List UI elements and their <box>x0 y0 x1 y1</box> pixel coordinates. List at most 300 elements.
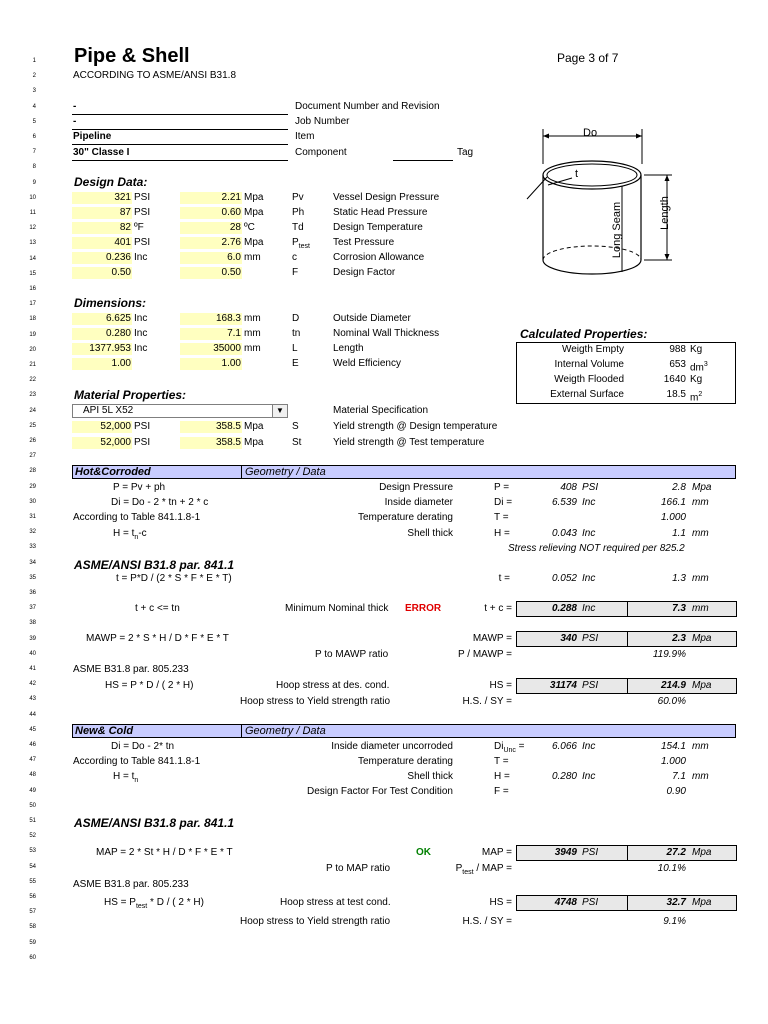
design-unit-2: Mpa <box>244 207 264 218</box>
hsy-value: 60.0% <box>657 696 686 707</box>
dim-symbol <box>292 343 298 355</box>
dim-unit-2: mm <box>244 343 261 354</box>
doc-number-value: - <box>73 101 77 112</box>
hot-corroded-bar <box>72 465 736 479</box>
check-formula: t + c <= tn <box>135 603 180 614</box>
cold-formula <box>73 756 200 768</box>
hot-formula-text: P = Pv + ph <box>113 482 166 493</box>
item-label: Item <box>295 131 315 142</box>
hot-symbol-text: T = <box>494 512 509 523</box>
design-symbol <box>292 237 310 253</box>
dim-unit-1: Inc <box>134 328 148 339</box>
design-unit-2: Mpa <box>244 237 264 248</box>
design-value-1: 0.50 <box>111 267 131 278</box>
cold-hs-unit-mpa: Mpa <box>692 897 712 908</box>
row-number: 36 <box>29 590 36 596</box>
hot-formula-text: Di = Do - 2 * tn + 2 * c <box>111 497 209 508</box>
design-symbol-text: c <box>292 252 297 263</box>
chevron-down-icon[interactable]: ▼ <box>272 405 287 417</box>
row-number: 32 <box>29 529 36 536</box>
row-number: 40 <box>29 650 36 657</box>
design-unit-2: mm <box>244 252 261 263</box>
row-number: 51 <box>29 818 36 824</box>
check-label: Minimum Nominal thick <box>285 603 389 614</box>
hot-unit-1: PSI <box>582 482 599 493</box>
stress-relieving-note: Stress relieving NOT required per 825.2 <box>508 543 685 554</box>
cold-unit-1: Inc <box>582 771 596 782</box>
hot-symbol-text: H = <box>494 528 510 539</box>
cold-hs-formula-sub: test <box>135 903 148 910</box>
dim-description: Outside Diameter <box>333 313 411 324</box>
check-symbol: t + c = <box>484 603 512 614</box>
design-description: Static Head Pressure <box>333 207 428 218</box>
cold-value-2: 0.90 <box>666 786 686 797</box>
design-symbol <box>292 192 304 204</box>
dim-symbol-text: D <box>292 313 300 324</box>
t-unit-in: Inc <box>582 573 596 584</box>
material-symbol-text: S <box>292 421 299 432</box>
job-number-label: Job Number <box>295 116 350 127</box>
hot-asme-title: ASME/ANSI B31.8 par. 841.1 <box>74 558 235 572</box>
material-value-2: 358.5 <box>215 437 241 448</box>
map-ratio-value: 10.1% <box>657 863 686 874</box>
cold-formula-text: Di = Do - 2* tn <box>111 741 175 752</box>
cold-symbol-sub: Unc <box>503 747 516 754</box>
design-unit-1: PSI <box>134 192 151 203</box>
cold-value-2: 1.000 <box>660 756 686 767</box>
cold-value-2: 154.1 <box>660 741 686 752</box>
dim-description: Length <box>333 343 364 354</box>
row-number: 34 <box>29 559 36 566</box>
hot-value-2: 1.000 <box>660 512 686 523</box>
check-status: ERROR <box>405 603 442 614</box>
material-select-value: API 5L X52 <box>83 405 134 416</box>
row-number: 26 <box>29 438 36 444</box>
design-symbol-text: Td <box>292 222 304 233</box>
row-number: 55 <box>29 878 36 885</box>
hot-symbol-text: Di = <box>494 497 513 508</box>
dim-value-2: 168.3 <box>215 313 241 324</box>
calc-unit-sup: 2 <box>698 391 703 398</box>
hot-symbol <box>494 512 509 524</box>
check-unit-mm: mm <box>692 603 709 614</box>
row-number: 18 <box>29 316 36 323</box>
dim-unit-1: Inc <box>134 343 148 354</box>
hot-value-2: 1.1 <box>672 528 686 539</box>
divider <box>72 129 288 130</box>
map-formula: MAP = 2 * St * H / D * F * E * T <box>96 847 233 858</box>
design-value-2: 2.76 <box>221 237 241 248</box>
hot-unit-1: Inc <box>582 497 596 508</box>
hot-value-2: 166.1 <box>660 497 686 508</box>
dim-unit-2: mm <box>244 313 261 324</box>
design-unit-1: Inc <box>134 252 148 263</box>
t-symbol: t = <box>498 573 510 584</box>
new-cold-bar <box>72 724 736 738</box>
calc-label: External Surface <box>550 389 624 400</box>
cold-formula-sub: n <box>134 777 139 784</box>
design-unit-2: ºC <box>244 222 255 233</box>
mawp-ratio-label: P to MAWP ratio <box>315 649 389 660</box>
row-number: 20 <box>29 346 36 353</box>
divider <box>241 725 242 737</box>
map-symbol: MAP = <box>481 847 512 858</box>
calc-unit <box>690 344 702 356</box>
design-value-1: 87 <box>119 207 131 218</box>
row-number: 54 <box>29 863 36 870</box>
hot-value-1: 6.539 <box>551 497 577 508</box>
check-value-mm: 7.3 <box>672 603 686 614</box>
row-number: 56 <box>29 894 36 900</box>
cold-unit-2: mm <box>692 771 709 782</box>
dim-symbol <box>292 313 299 325</box>
cold-hs-formula <box>104 897 204 913</box>
map-status: OK <box>416 847 431 858</box>
hs-value-mpa: 214.9 <box>660 680 686 691</box>
subtitle: ACCORDING TO ASME/ANSI B31.8 <box>73 70 237 81</box>
material-description: Yield strength @ Test temperature <box>333 437 485 448</box>
design-value-1: 401 <box>114 237 131 248</box>
row-number: 24 <box>29 407 36 414</box>
hsy-symbol: H.S. / SY = <box>462 696 512 707</box>
cold-symbol-tail: = <box>515 741 525 752</box>
cold-formula-text: H = t <box>113 771 135 782</box>
design-unit-1: PSI <box>134 207 151 218</box>
row-number: 8 <box>32 164 36 171</box>
cold-hs-label: Hoop stress at test cond. <box>280 897 391 908</box>
row-number: 60 <box>29 954 36 961</box>
hot-formula <box>113 528 147 544</box>
row-number: 10 <box>29 194 36 201</box>
material-unit-1: PSI <box>134 421 151 432</box>
row-number: 27 <box>29 453 36 460</box>
hot-symbol-text: P = <box>494 482 510 493</box>
calc-unit <box>690 374 702 386</box>
material-value-1: 52,000 <box>100 421 131 432</box>
hot-label: Temperature derating <box>357 512 453 523</box>
hot-corroded-title: Hot&Corroded <box>75 466 151 478</box>
calc-value: 653 <box>669 359 686 370</box>
hsy-label: Hoop stress to Yield strength ratio <box>240 696 391 707</box>
cold-hsy-symbol: H.S. / SY = <box>462 916 512 927</box>
row-number: 2 <box>32 73 36 80</box>
row-number: 47 <box>29 757 36 764</box>
page-number: Page 3 of 7 <box>557 51 619 65</box>
calc-unit <box>690 359 708 374</box>
row-number: 12 <box>29 225 36 232</box>
check-unit-in: Inc <box>582 603 596 614</box>
cold-value-1: 0.280 <box>551 771 577 782</box>
cold-label: Design Factor For Test Condition <box>307 786 453 797</box>
calc-label: Weigth Empty <box>561 344 624 355</box>
material-unit-1: PSI <box>134 437 151 448</box>
calc-value: 1640 <box>663 374 686 385</box>
design-value-2: 2.21 <box>221 192 241 203</box>
design-value-2: 6.0 <box>227 252 241 263</box>
design-symbol-text: Ph <box>292 207 305 218</box>
cold-formula <box>111 741 174 753</box>
row-number: 45 <box>29 726 36 733</box>
design-symbol <box>292 267 298 279</box>
dim-value-1: 1377.953 <box>89 343 131 354</box>
row-number: 9 <box>32 179 36 186</box>
cold-formula-text: According to Table 841.1.8-1 <box>73 756 201 767</box>
cold-unit-1: Inc <box>582 741 596 752</box>
row-number: 42 <box>29 681 36 688</box>
dim-description: Nominal Wall Thickness <box>333 328 440 339</box>
material-value-2: 358.5 <box>215 421 241 432</box>
row-number: 48 <box>29 772 36 779</box>
check-value-in: 0.288 <box>551 603 577 614</box>
hot-label: Design Pressure <box>379 482 453 493</box>
new-cold-title: New& Cold <box>75 725 134 737</box>
dim-unit-2: mm <box>244 328 261 339</box>
hot-geometry-label: Geometry / Data <box>245 466 326 478</box>
diagram-do-label: Do <box>583 127 598 139</box>
hs-unit-mpa: Mpa <box>692 680 712 691</box>
map-ratio-sym-sub: test <box>462 869 474 876</box>
row-number: 35 <box>29 574 36 581</box>
page-title: Pipe & Shell <box>74 45 190 67</box>
design-data-title: Design Data: <box>74 175 148 189</box>
cold-hsy-label: Hoop stress to Yield strength ratio <box>240 916 391 927</box>
mawp-value-psi: 340 <box>560 633 577 644</box>
dim-symbol <box>292 328 300 340</box>
design-symbol-text: Pv <box>292 192 304 203</box>
row-number: 46 <box>29 742 36 748</box>
row-number: 53 <box>29 848 36 855</box>
row-number: 19 <box>29 331 36 338</box>
dim-value-1: 0.280 <box>105 328 131 339</box>
dim-symbol-text: tn <box>292 328 301 339</box>
material-unit-2: Mpa <box>244 437 264 448</box>
design-symbol-sub: test <box>298 243 310 250</box>
design-value-1: 82 <box>119 222 131 233</box>
dimensions-title: Dimensions: <box>74 296 147 310</box>
row-number: 14 <box>29 255 36 262</box>
t-value-in: 0.052 <box>551 573 577 584</box>
row-number: 6 <box>32 134 36 140</box>
t-formula: t = P*D / (2 * S * F * E * T) <box>116 573 232 584</box>
component-value: 30" Classe I <box>73 147 130 158</box>
hot-formula-tail: -c <box>138 528 147 539</box>
calculated-title: Calculated Properties: <box>520 327 648 341</box>
design-description: Design Factor <box>333 267 396 278</box>
cold-hs-formula-b: * D / ( 2 * H) <box>147 897 204 908</box>
row-number: 21 <box>29 362 36 368</box>
mawp-ratio-symbol: P / MAWP = <box>458 649 512 660</box>
map-ratio-label: P to MAP ratio <box>326 863 391 874</box>
calc-unit-sup: 3 <box>703 361 708 368</box>
cold-unit-2: mm <box>692 741 709 752</box>
design-symbol-text: P <box>292 237 299 248</box>
row-number: 39 <box>29 635 36 642</box>
design-unit-1: PSI <box>134 237 151 248</box>
cold-symbol-text: H = <box>494 771 510 782</box>
material-select[interactable] <box>72 404 288 418</box>
calc-unit-text: Kg <box>690 344 703 355</box>
hot-value-1: 0.043 <box>551 528 577 539</box>
dim-value-2: 35000 <box>213 343 241 354</box>
calc-unit-text: dm <box>690 362 704 374</box>
mawp-symbol: MAWP = <box>472 633 512 644</box>
calc-unit <box>690 389 702 404</box>
row-number: 3 <box>32 88 36 95</box>
row-number: 33 <box>29 544 36 551</box>
row-number: 13 <box>29 240 36 247</box>
design-symbol-text: F <box>292 267 299 278</box>
mawp-value-mpa: 2.3 <box>672 633 686 644</box>
design-symbol <box>292 252 297 264</box>
material-value-1: 52,000 <box>100 437 131 448</box>
cold-value-1: 6.066 <box>551 741 577 752</box>
doc-number-label: Document Number and Revision <box>295 101 440 112</box>
row-number: 41 <box>29 666 36 672</box>
row-number: 22 <box>29 377 36 384</box>
row-number: 7 <box>32 149 36 156</box>
hot-unit-2: mm <box>692 497 709 508</box>
dim-symbol-text: E <box>292 358 299 369</box>
cold-symbol <box>494 786 509 798</box>
material-symbol <box>292 421 299 433</box>
row-number: 28 <box>29 468 36 475</box>
map-ratio-symbol <box>430 863 512 879</box>
row-number: 15 <box>29 270 36 277</box>
cold-hs-unit-psi: PSI <box>582 897 599 908</box>
hs-value-psi: 31174 <box>549 680 577 691</box>
row-number: 16 <box>29 286 36 292</box>
cold-hs-value-psi: 4748 <box>554 897 577 908</box>
hot-unit-1: Inc <box>582 528 596 539</box>
hot-formula <box>73 512 200 524</box>
hot-formula <box>113 482 165 494</box>
row-number: 50 <box>29 802 36 809</box>
hot-formula-text: According to Table 841.1.8-1 <box>73 512 201 523</box>
row-number: 1 <box>32 58 36 64</box>
t-unit-mm: mm <box>692 573 709 584</box>
row-number: 38 <box>29 620 36 627</box>
hs-label: Hoop stress at des. cond. <box>276 680 390 691</box>
component-label: Component <box>295 147 347 158</box>
row-number: 58 <box>29 924 36 931</box>
map-value-mpa: 27.2 <box>666 847 686 858</box>
cold-value-2: 7.1 <box>672 771 686 782</box>
design-value-1: 0.236 <box>105 252 131 263</box>
map-ratio-sym-b: / MAP = <box>473 863 512 874</box>
row-number: 59 <box>29 939 36 946</box>
hot-label: Inside diameter <box>384 497 453 508</box>
mawp-unit-mpa: Mpa <box>692 633 712 644</box>
divider <box>72 144 288 145</box>
cold-formula <box>113 771 138 787</box>
row-number: 52 <box>29 833 36 840</box>
map-unit-psi: PSI <box>582 847 599 858</box>
item-value: Pipeline <box>73 131 112 142</box>
design-description: Corrosion Allowance <box>333 252 425 263</box>
hot-formula-text: H = t <box>113 528 135 539</box>
diagram-length-label: Length <box>659 196 671 230</box>
design-unit-2: Mpa <box>244 192 264 203</box>
diagram-seam-label: Long Seam <box>611 201 623 259</box>
calc-unit-text: Kg <box>690 374 703 385</box>
row-number: 23 <box>29 392 36 399</box>
hot-unit-2: mm <box>692 528 709 539</box>
mawp-formula: MAWP = 2 * S * H / D * F * E * T <box>86 633 229 644</box>
dim-value-1: 1.00 <box>111 358 131 369</box>
cold-hsy-value: 9.1% <box>663 916 686 927</box>
diagram-t-label: t <box>575 168 579 180</box>
material-select-desc: Material Specification <box>333 405 429 416</box>
row-number: 11 <box>29 210 36 216</box>
cold-symbol-text: Di <box>494 741 504 752</box>
hot-asme-ref: ASME B31.8 par. 805.233 <box>73 664 189 675</box>
row-number: 5 <box>32 118 36 125</box>
row-number: 44 <box>29 711 36 718</box>
hs-unit-psi: PSI <box>582 680 599 691</box>
mawp-unit-psi: PSI <box>582 633 599 644</box>
calc-unit-text: m <box>690 392 699 404</box>
cold-label: Shell thick <box>407 771 453 782</box>
cold-symbol <box>494 756 509 768</box>
material-title: Material Properties: <box>74 388 187 402</box>
map-ratio-sym-a: P <box>455 863 463 874</box>
dim-symbol-text: L <box>292 343 298 354</box>
cold-symbol <box>494 771 510 783</box>
row-number: 57 <box>29 909 36 916</box>
divider <box>241 466 242 478</box>
divider <box>72 160 288 161</box>
hot-symbol <box>494 528 510 540</box>
dim-description: Weld Efficiency <box>333 358 401 369</box>
cylinder-diagram <box>520 124 680 284</box>
cold-label: Inside diameter uncorroded <box>331 741 453 752</box>
row-number: 30 <box>29 498 36 505</box>
row-number: 49 <box>29 787 36 794</box>
design-description: Vessel Design Pressure <box>333 192 440 203</box>
design-symbol <box>292 207 304 219</box>
design-value-2: 0.50 <box>221 267 241 278</box>
cold-hs-value-mpa: 32.7 <box>666 897 686 908</box>
calc-label: Internal Volume <box>554 359 624 370</box>
hot-value-2: 2.8 <box>672 482 686 493</box>
cold-hs-symbol: HS = <box>489 897 512 908</box>
hot-unit-2: Mpa <box>692 482 712 493</box>
map-unit-mpa: Mpa <box>692 847 712 858</box>
row-number: 4 <box>32 103 36 110</box>
dim-value-2: 7.1 <box>227 328 241 339</box>
calc-label: Weigth Flooded <box>554 374 624 385</box>
material-symbol-text: St <box>292 437 302 448</box>
row-number: 31 <box>29 514 36 520</box>
design-symbol <box>292 222 304 234</box>
design-value-2: 0.60 <box>221 207 241 218</box>
material-symbol <box>292 437 301 449</box>
material-unit-2: Mpa <box>244 421 264 432</box>
material-description: Yield strength @ Design temperature <box>333 421 498 432</box>
cold-label: Temperature derating <box>357 756 453 767</box>
t-value-mm: 1.3 <box>672 573 686 584</box>
dim-symbol <box>292 358 299 370</box>
hot-label: Shell thick <box>407 528 453 539</box>
design-value-1: 321 <box>114 192 131 203</box>
cold-geometry-label: Geometry / Data <box>245 725 326 737</box>
job-number-value: - <box>73 116 77 127</box>
tag-label: Tag <box>457 147 474 158</box>
calc-value: 18.5 <box>666 389 686 400</box>
row-number: 17 <box>29 301 36 308</box>
row-number: 29 <box>29 483 36 490</box>
cold-symbol-text: F = <box>494 786 509 797</box>
